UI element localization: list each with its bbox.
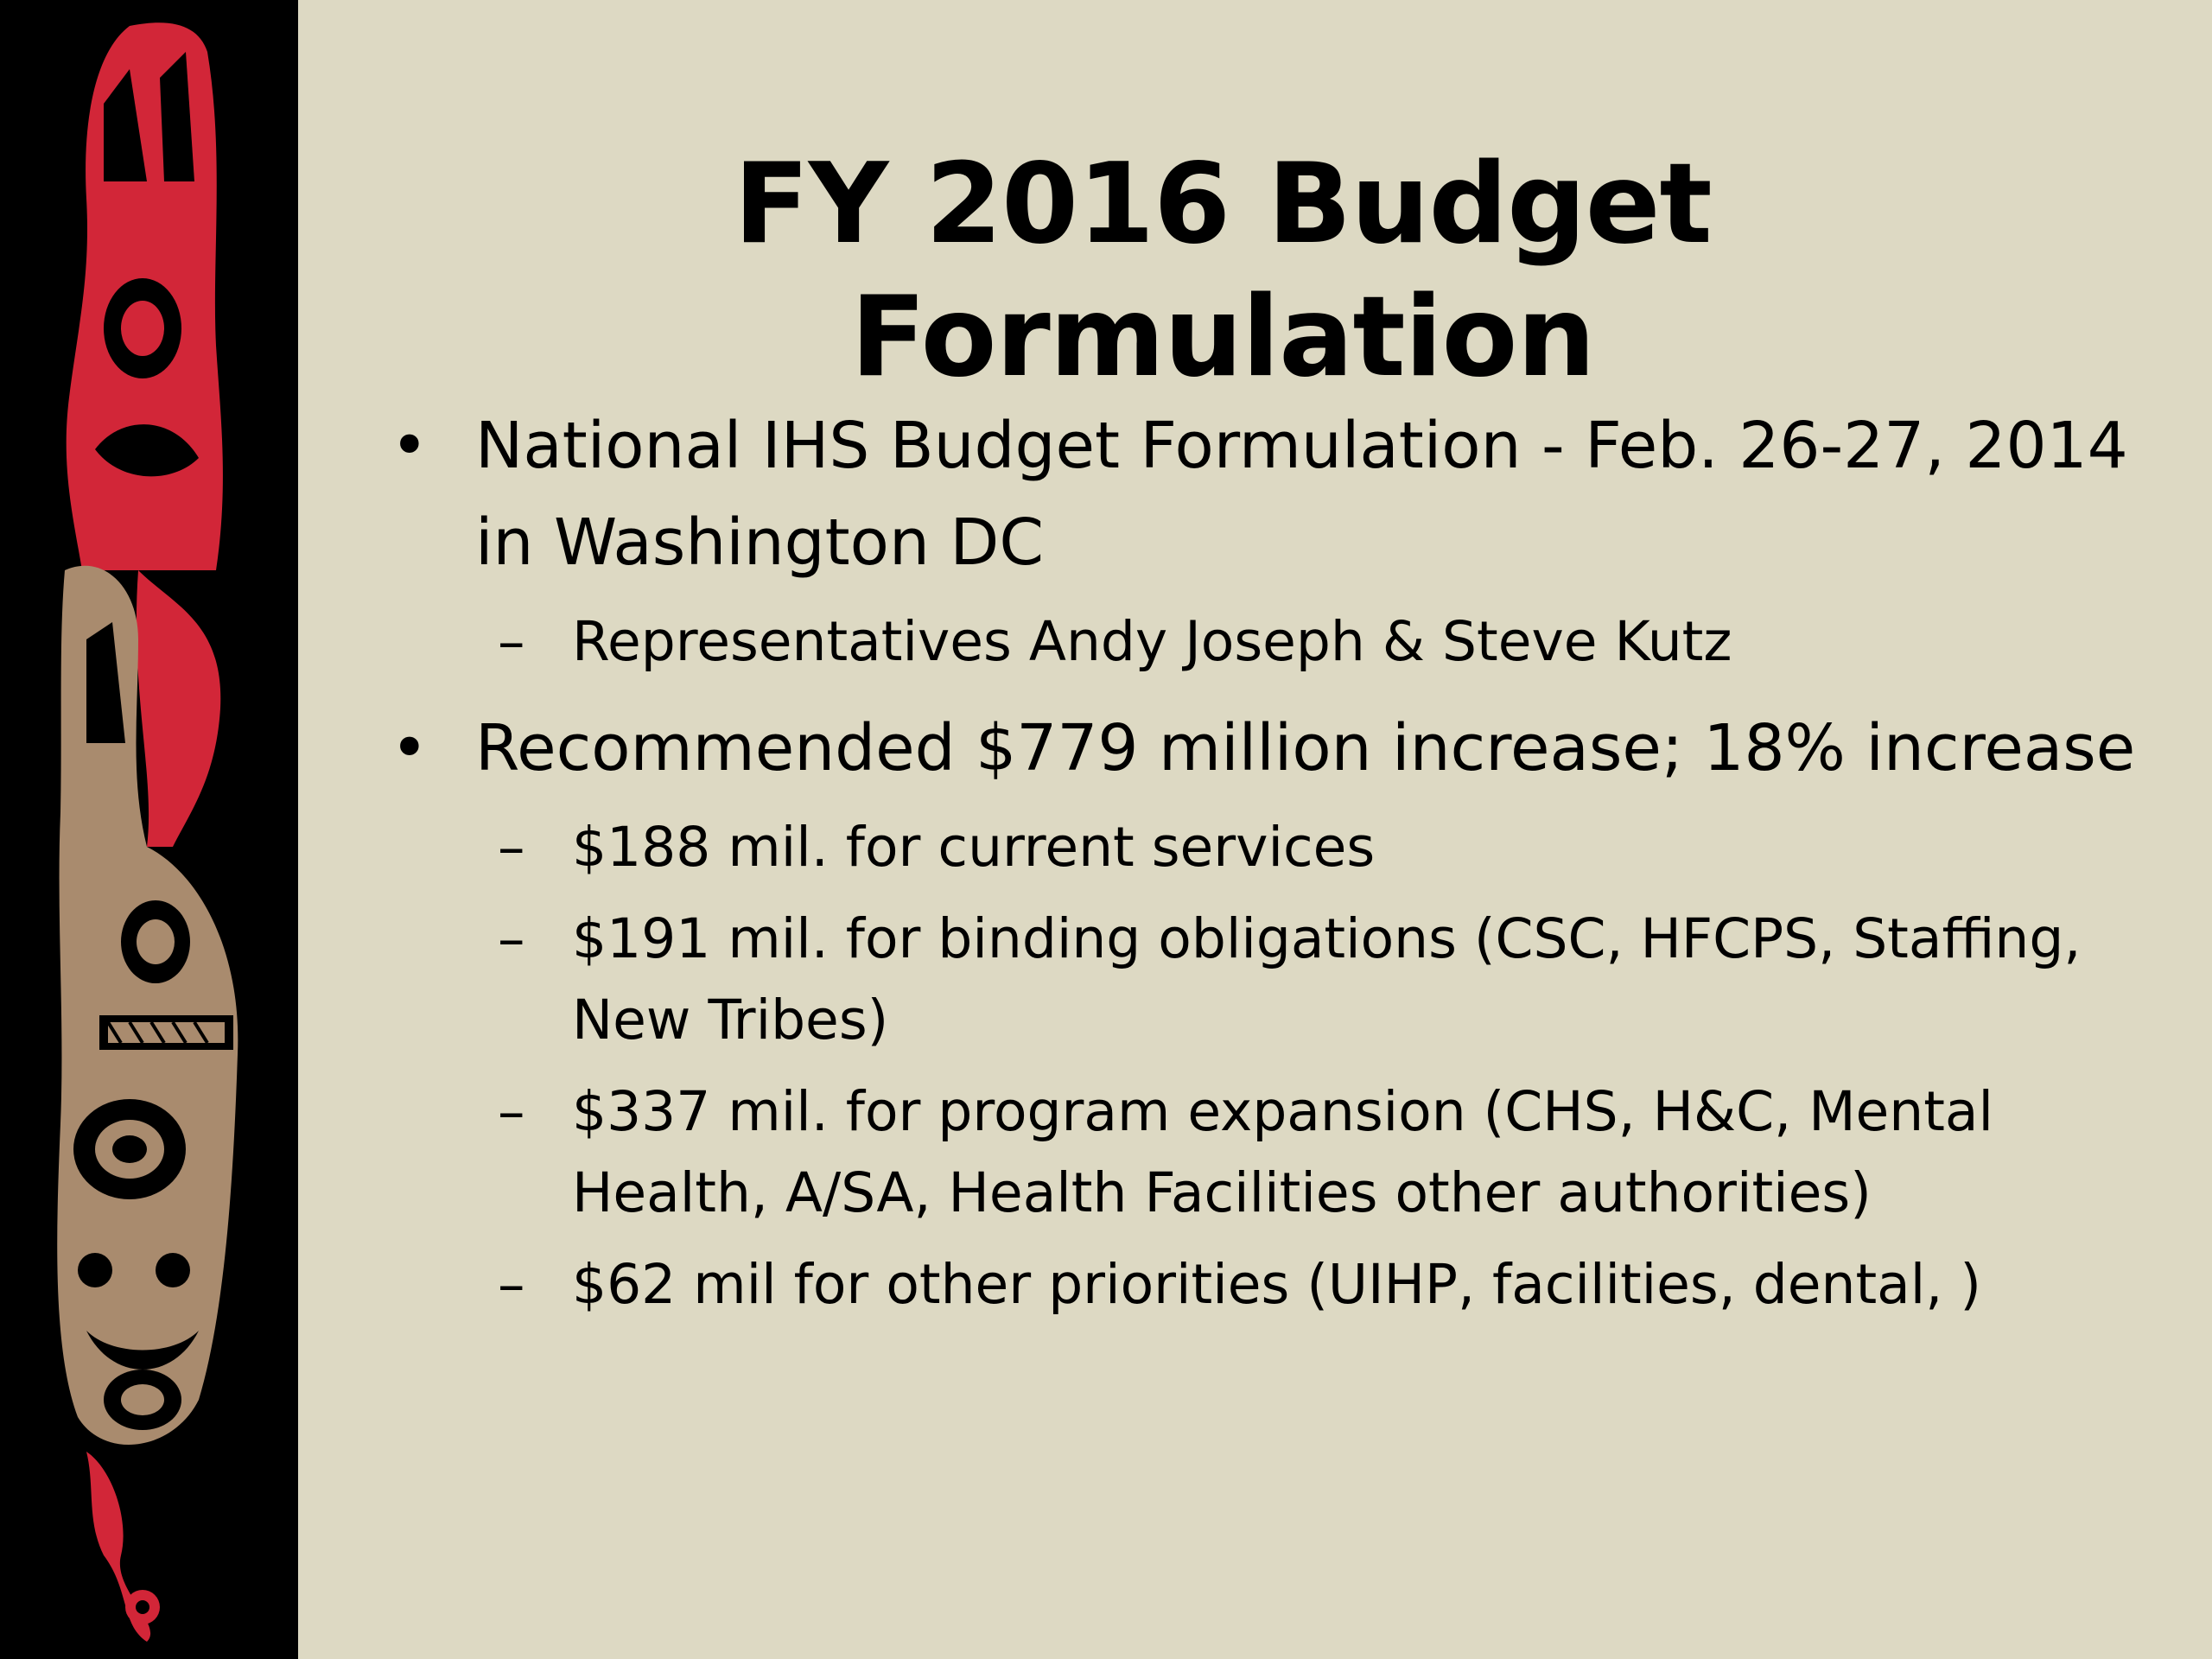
- sub-bullet-marker: –: [498, 1080, 525, 1143]
- sub-bullet-marker: –: [498, 610, 525, 673]
- bullet-marker: •: [391, 711, 429, 785]
- sub-bullet-text: $62 mil for other priorities (UIHP, facilities, dental, ): [572, 1253, 1981, 1316]
- sub-bullet-marker: –: [498, 816, 525, 879]
- bullet-text: National IHS Budget Formulation - Feb. 26-27, 2014 in Washington DC: [475, 409, 2128, 580]
- sub-bullet-item: [380, 807, 2160, 888]
- bullet-marker: •: [391, 409, 429, 483]
- totem-art-icon: [0, 0, 298, 1659]
- side-panel: [0, 0, 298, 1659]
- sub-bullet-marker: –: [498, 1253, 525, 1316]
- sub-bullet-item: [380, 1071, 2160, 1234]
- bullet-item: [380, 700, 2160, 797]
- sub-bullet-text: Representatives Andy Joseph & Steve Kutz: [572, 610, 1732, 673]
- sub-bullet-item: [380, 1244, 2160, 1325]
- sub-bullet-text: $337 mil. for program expansion (CHS, H&C, Mental Health, A/SA, Health Facilities other authorities): [572, 1080, 1994, 1224]
- sub-bullet-item: [380, 899, 2160, 1061]
- sub-bullet-text: $191 mil. for binding obligations (CSC, HFCPS, Staffing, New Tribes): [572, 907, 2082, 1052]
- slide-title: FY 2016 Budget Formulation: [734, 140, 1712, 402]
- sub-bullet-item: [380, 601, 2160, 683]
- sub-bullet-marker: –: [498, 907, 525, 970]
- bullet-text: Recommended $779 million increase; 18% increase: [475, 711, 2136, 785]
- sub-bullet-text: $188 mil. for current services: [572, 816, 1376, 879]
- slide-body: [380, 397, 2160, 1325]
- bullet-item: [380, 397, 2160, 591]
